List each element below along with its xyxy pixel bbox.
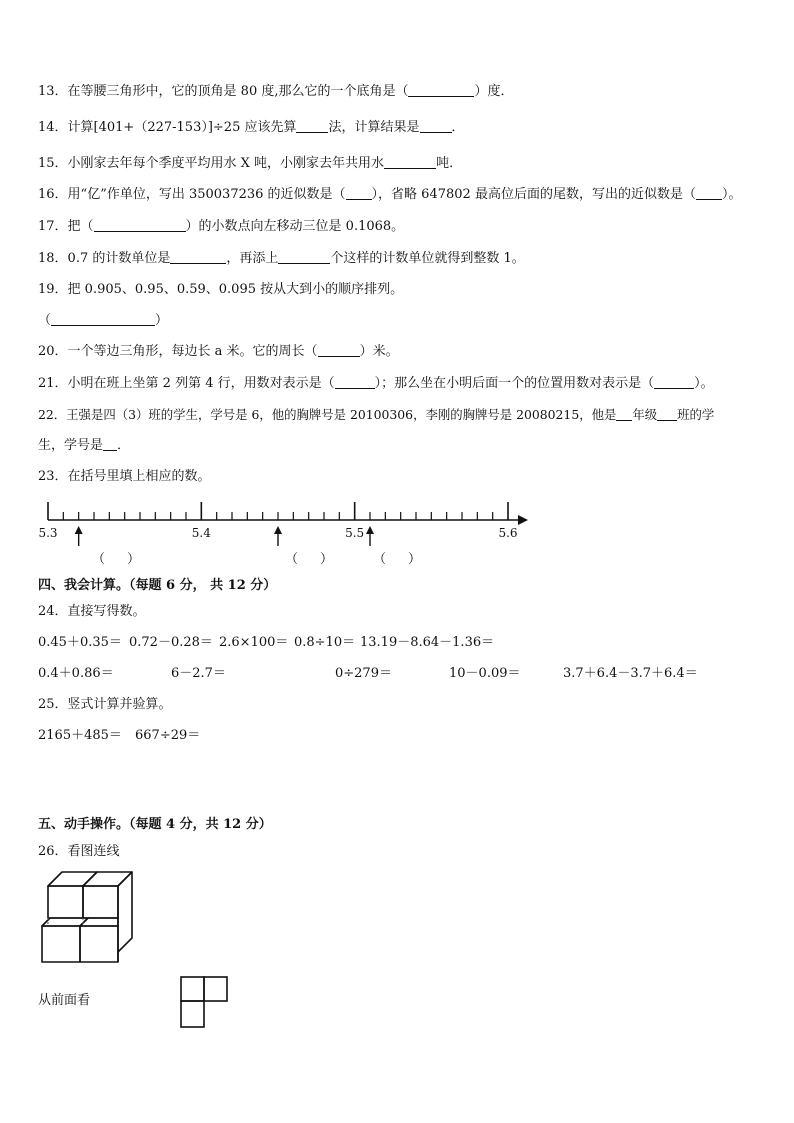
q14-text-a: 14．计算[401+（227-153）]÷25 应该先算	[38, 120, 297, 135]
q15-text-b: 吨．	[436, 156, 463, 171]
number-line-label: 5.3	[38, 526, 58, 540]
nl-bracket-3[interactable]: （ ）	[373, 552, 422, 567]
question-23	[38, 469, 211, 485]
q14-text-b: 法，计算结果是	[328, 120, 420, 135]
number-line-label: 5.4	[191, 526, 211, 540]
question-14	[38, 120, 465, 136]
q13-blank[interactable]	[408, 84, 474, 97]
q21-text-c: ）。	[694, 376, 714, 391]
front-view-figure	[180, 976, 230, 1030]
view-label: 从前面看	[38, 993, 91, 1008]
cube-bottom-right-top	[80, 918, 118, 926]
q14-blank-1[interactable]	[296, 120, 328, 133]
q17-blank[interactable]	[94, 219, 186, 232]
question-16	[38, 187, 741, 203]
q16-blank-1[interactable]	[346, 187, 372, 200]
calc-r1-3: 2.6×100＝	[219, 635, 289, 650]
cube-right-side	[118, 872, 132, 952]
question-25: 25．竖式计算并验算。	[38, 697, 172, 712]
q21-text-b: ）；那么坐在小明后面一个的位置用数对表示是（	[374, 376, 655, 391]
q14-text-c: ．	[451, 120, 465, 135]
q22-text-a: 22．王强是四（3）班的学生，学号是 6，他的胸牌号是 20100306，李刚的胸牌号是 20080215，他是	[38, 407, 617, 422]
q19-blank[interactable]	[51, 313, 155, 326]
front-view-square-top-left	[181, 977, 204, 1001]
q22-blank-3[interactable]	[103, 438, 117, 451]
question-17	[38, 219, 404, 235]
question-26: 26．看图连线	[38, 844, 120, 859]
question-22	[38, 407, 714, 423]
calc-r1-5: 13.19－8.64－1.36＝	[360, 635, 495, 650]
calc-r2-2: 6－2.7＝	[171, 666, 226, 681]
q18-text-a: 18．0.7 的计数单位是	[38, 251, 171, 266]
q21-blank-2[interactable]	[654, 376, 694, 389]
section-4-heading: 四、我会计算。（每题 6 分， 共 12 分）	[38, 578, 277, 593]
question-20	[38, 344, 399, 360]
front-view-square-bottom-left	[181, 1001, 204, 1027]
question-15	[38, 156, 462, 172]
cube-top-right-front	[83, 886, 118, 918]
number-line-pointer-arrow	[75, 526, 83, 546]
question-19-answer	[38, 313, 168, 329]
q16-text-a: 16．用“亿”作单位，写出 350037236 的近似数是（	[38, 187, 346, 202]
q18-text-c: 个这样的计数单位就得到整数 1。	[330, 251, 525, 266]
calc-r2-1: 0.4＋0.86＝	[38, 666, 114, 681]
q21-blank-1[interactable]	[335, 376, 375, 389]
calc-r1-2: 0.72－0.28＝	[129, 635, 213, 650]
question-24: 24．直接写得数。	[38, 604, 146, 619]
calc-r3-1: 2165＋485＝	[38, 728, 122, 743]
question-13	[38, 84, 514, 100]
front-view-square-top-right	[204, 977, 227, 1001]
section-5-heading: 五、动手操作。（每题 4 分，共 12 分）	[38, 817, 272, 832]
q18-text-b: ，再添上	[226, 251, 279, 266]
number-line-pointer-arrow	[366, 526, 374, 546]
q19-close-bracket: ）	[155, 313, 169, 328]
q20-text-a: 20．一个等边三角形，每边长 a 米。它的周长（	[38, 344, 318, 359]
q23-text-a: 23．在括号里填上相应的数。	[38, 469, 211, 484]
q22-blank-1[interactable]	[616, 408, 632, 421]
q21-text-a: 21．小明在班上坐第 2 列第 4 行，用数对表示是（	[38, 376, 335, 391]
q14-blank-2[interactable]	[420, 120, 452, 133]
q16-text-c: ）。	[721, 187, 742, 202]
cube-stack-figure	[38, 866, 138, 970]
calc-r2-3: 0÷279＝	[335, 666, 392, 681]
q16-text-b: ），省略 647802 最高位后面的尾数，写出的近似数是（	[371, 187, 696, 202]
question-22-cont	[38, 438, 130, 454]
number-line-label: 5.5	[345, 526, 365, 540]
q22-text-c: 班的学	[677, 407, 715, 422]
q20-blank[interactable]	[318, 344, 360, 357]
number-line	[38, 496, 538, 546]
calc-r1-4: 0.8÷10＝	[294, 635, 356, 650]
q18-blank-2[interactable]	[278, 251, 330, 264]
nl-bracket-1[interactable]: （ ）	[92, 552, 141, 567]
question-21	[38, 376, 714, 392]
q22-text-e: ．	[117, 438, 131, 453]
q19-open-bracket: （	[38, 313, 52, 328]
q15-text-a: 15．小刚家去年每个季度平均用水 X 吨，小刚家去年共用水	[38, 156, 385, 171]
number-line-arrowhead	[518, 515, 528, 525]
nl-bracket-2[interactable]: （ ）	[285, 552, 334, 567]
calc-r2-4: 10－0.09＝	[449, 666, 521, 681]
calc-r1-1: 0.45＋0.35＝	[38, 635, 122, 650]
q19-text-a: 19．把 0.905、0.95、0.59、0.095 按从大到小的顺序排列。	[38, 282, 404, 297]
q15-blank[interactable]	[384, 156, 436, 169]
q17-text-a: 17．把（	[38, 219, 94, 234]
q18-blank-1[interactable]	[170, 251, 226, 264]
q20-text-b: ）米。	[359, 344, 399, 359]
number-line-pointer-arrow	[274, 526, 282, 546]
question-19	[38, 282, 403, 298]
q16-blank-2[interactable]	[696, 187, 722, 200]
q13-text-b: ）度．	[474, 84, 514, 99]
q22-text-d: 生，学号是	[38, 438, 104, 453]
cube-top-left-front	[48, 886, 83, 918]
q13-text-a: 13．在等腰三角形中，它的顶角是 80 度,那么它的一个底角是（	[38, 84, 409, 99]
question-18	[38, 251, 525, 267]
cube-bottom-left-front	[42, 926, 80, 962]
q17-text-b: ）的小数点向左移动三位是 0.1068。	[185, 219, 405, 234]
calc-r3-2: 667÷29＝	[135, 728, 201, 743]
q22-text-b: 年级	[632, 407, 658, 422]
cube-bottom-right-front	[80, 926, 118, 962]
calc-r2-5: 3.7＋6.4－3.7＋6.4＝	[563, 666, 698, 681]
number-line-label: 5.6	[498, 526, 518, 540]
q22-blank-2[interactable]	[657, 408, 677, 421]
